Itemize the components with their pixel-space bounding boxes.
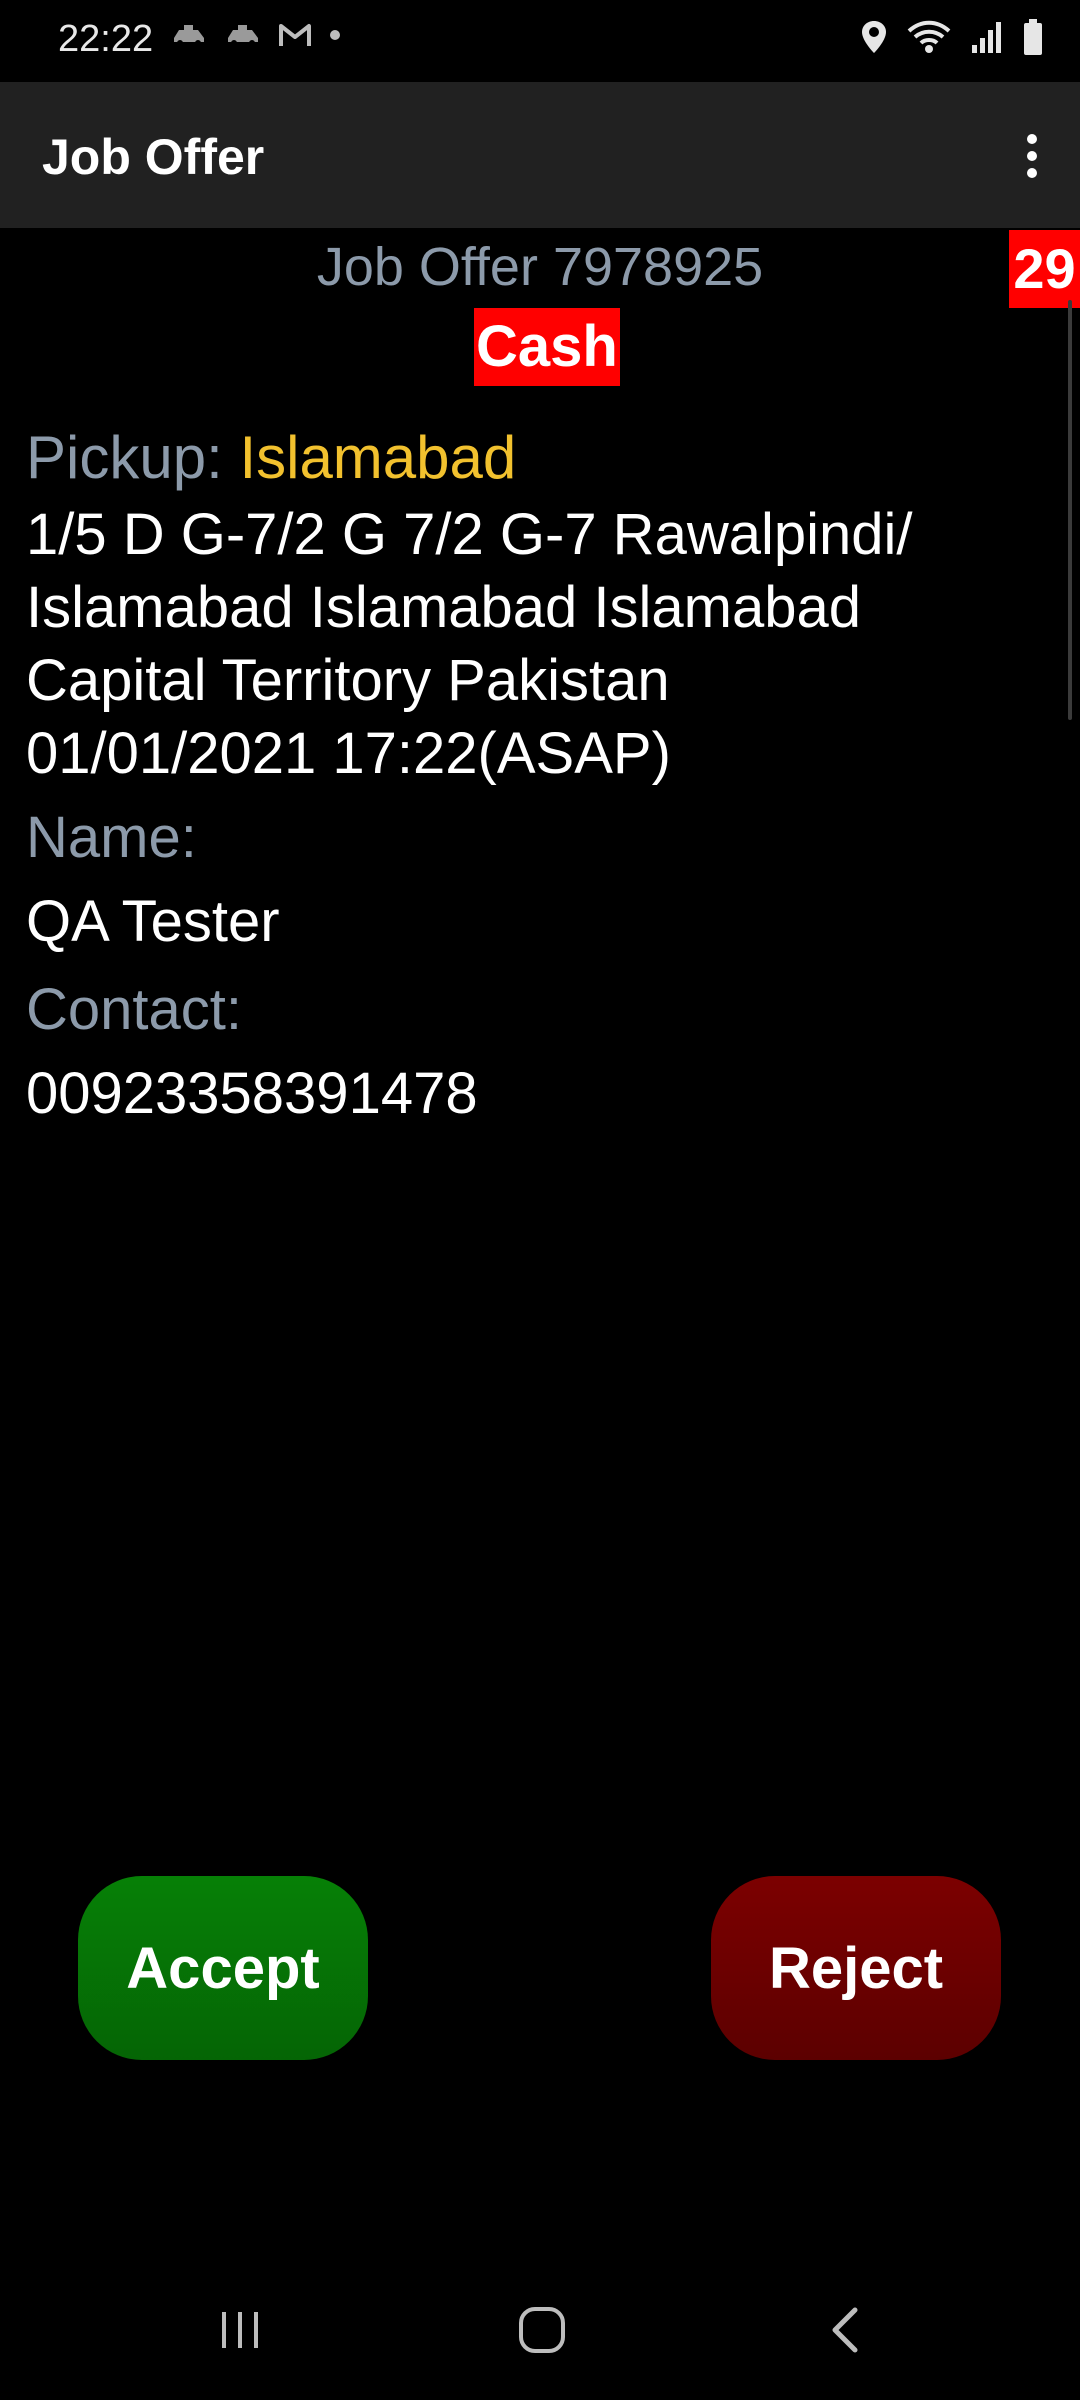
address-line: Islamabad Islamabad Islamabad <box>26 575 862 640</box>
taxi-icon <box>224 24 262 46</box>
reject-button[interactable]: Reject <box>711 1876 1001 2060</box>
pickup-time: 01/01/2021 17:22(ASAP) <box>26 721 671 786</box>
pickup-area: Islamabad <box>239 424 517 491</box>
name-label: Name: <box>26 805 197 870</box>
wifi-icon <box>906 19 952 55</box>
back-icon <box>827 2306 861 2354</box>
scrollbar[interactable] <box>1068 300 1072 720</box>
status-bar <box>0 0 1080 82</box>
job-details <box>26 418 1046 1134</box>
status-indicators <box>860 18 1044 56</box>
notification-icons <box>170 22 342 48</box>
home-button[interactable] <box>502 2298 582 2362</box>
app-bar <box>0 82 1080 228</box>
recent-apps-button[interactable] <box>200 2298 280 2362</box>
countdown-timer: 29 <box>1009 230 1080 308</box>
dot-icon <box>328 28 342 42</box>
pickup-row <box>26 418 1046 498</box>
page-title: Job Offer <box>42 129 265 185</box>
pickup-label: Pickup: <box>26 424 223 491</box>
back-button[interactable] <box>804 2298 884 2362</box>
location-icon <box>860 19 888 55</box>
name-value: QA Tester <box>26 889 280 954</box>
job-offer-title: Job Offer 7978925 <box>316 237 764 297</box>
status-time: 22:22 <box>58 18 154 60</box>
contact-label: Contact: <box>26 977 242 1042</box>
signal-icon <box>970 19 1004 55</box>
accept-button[interactable]: Accept <box>78 1876 368 2060</box>
more-options-button[interactable] <box>996 118 1068 194</box>
address-line: 1/5 D G-7/2 G 7/2 G-7 Rawalpindi/ <box>26 502 913 567</box>
home-icon <box>517 2305 567 2355</box>
payment-badge: Cash <box>474 308 620 386</box>
address-line: Capital Territory Pakistan <box>26 648 670 713</box>
pickup-address <box>26 498 1046 790</box>
contact-value: 00923358391478 <box>26 1061 478 1126</box>
battery-icon <box>1022 18 1044 56</box>
navigation-bar <box>0 2260 1080 2400</box>
more-vert-icon <box>1025 133 1039 179</box>
gmail-icon <box>278 22 312 48</box>
taxi-icon <box>170 24 208 46</box>
recents-icon <box>218 2308 262 2352</box>
